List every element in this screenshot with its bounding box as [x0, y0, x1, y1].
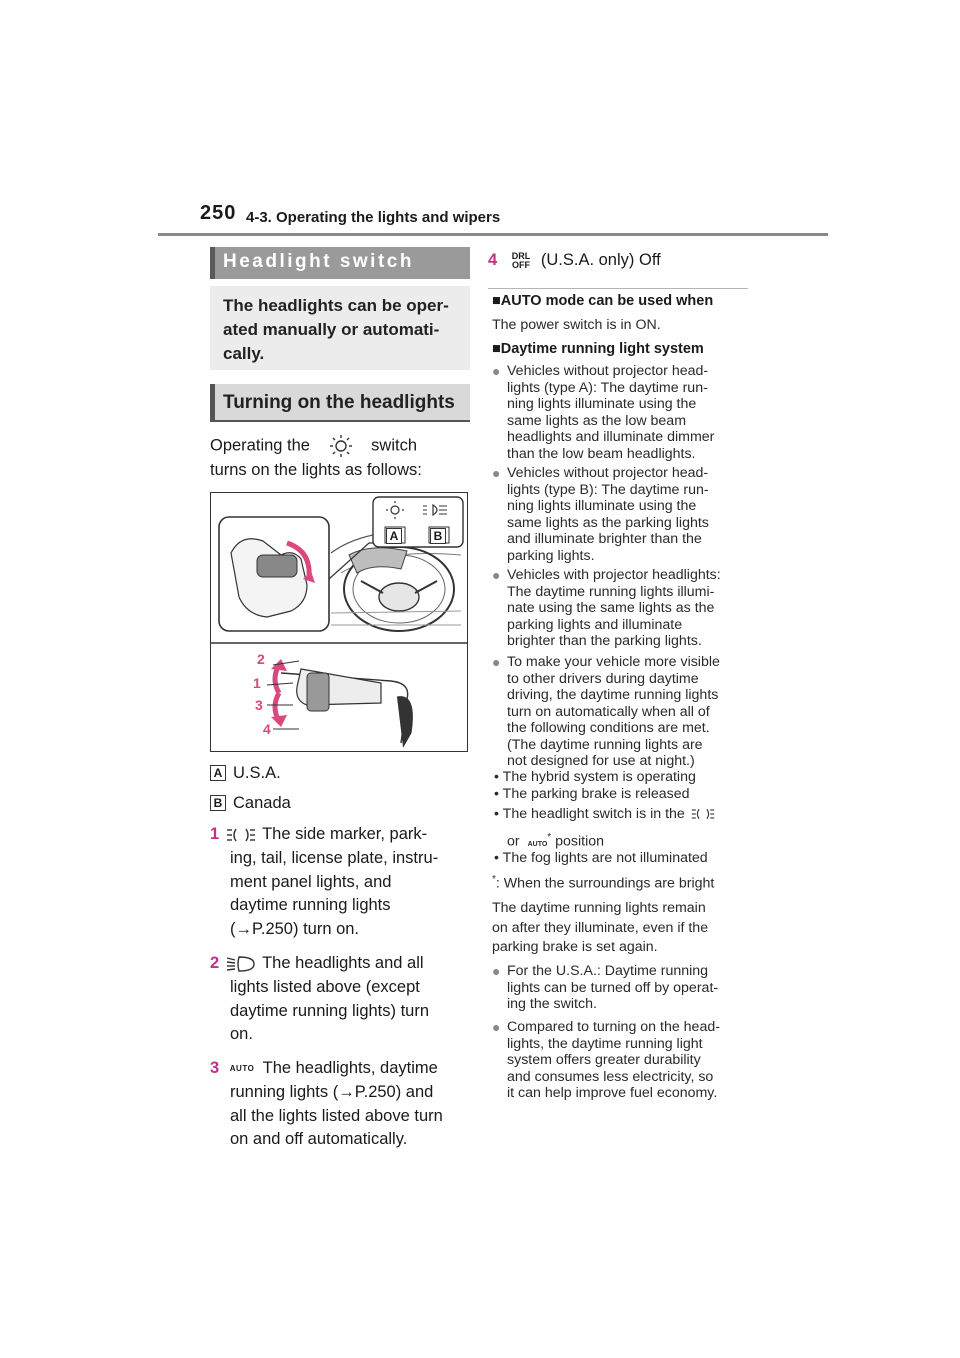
tag-b-text: Canada [233, 794, 291, 812]
bullet-glyph: ● [492, 465, 501, 481]
figure-num-4: 4 [263, 721, 271, 737]
headlight-icon [224, 954, 258, 974]
condition-fog: • The fog lights are not illuminated [494, 850, 708, 866]
item-2-line: lights listed above (except [230, 978, 420, 996]
item-2-line: on. [230, 1025, 253, 1043]
bullet-glyph: ● [492, 567, 501, 583]
bullet-glyph: ● [492, 963, 501, 979]
heading-headlight-switch: Headlight switch [210, 247, 470, 279]
item-3-line: running lights (→P.250) and [230, 1083, 434, 1101]
condition-or-auto: or AUTO* position [507, 832, 605, 850]
bullet-visibility: To make your vehicle more visible to other drivers during daytime driving, the daytime running lights turn on automatically when all of the following conditions are met. (The daytime running lights are not designed for use at night.) [507, 654, 720, 769]
operating-line-1: Operating the switch [210, 434, 417, 458]
footnote: *: When the surroundings are bright [492, 874, 715, 892]
condition-switch: • The headlight switch is in the [494, 806, 717, 823]
tag-a-text: U.S.A. [233, 764, 281, 782]
figure-num-3: 3 [255, 697, 263, 713]
bullet-glyph: ● [492, 363, 501, 379]
figure-label-b: B [430, 528, 446, 544]
auto-mode-heading: ■AUTO mode can be used when [492, 293, 714, 309]
bullet-glyph: ● [492, 1019, 501, 1035]
bullet-usa-off: For the U.S.A.: Daytime running lights can be turned off by operat- ing the switch. [507, 963, 719, 1012]
page-number: 250 [200, 202, 237, 224]
remain-paragraph: The daytime running lights remain on after they illuminate, even if the parking brake is set again. [492, 900, 709, 955]
figure-num-1: 1 [253, 675, 261, 691]
section-title: 4-3. Operating the lights and wipers [246, 209, 501, 226]
item-2-line: daytime running lights) turn [230, 1002, 430, 1020]
steering-column-drawing [211, 493, 467, 751]
intro-text: The headlights can be oper-ated manually or automati-cally. [223, 296, 449, 363]
item-4: 4 DRL OFF (U.S.A. only) Off [488, 250, 661, 270]
auto-mode-text: The power switch is in ON. [492, 317, 661, 333]
item-3-first-line: 3 AUTO The headlights, daytime [210, 1059, 438, 1078]
auto-icon: AUTO [527, 840, 548, 848]
side-marker-light-icon [224, 825, 258, 845]
headlight-switch-illustration [210, 492, 468, 752]
condition-hybrid: • The hybrid system is operating [494, 769, 696, 785]
drl-off-icon: DRL OFF [511, 250, 531, 270]
item-3-line: on and off automatically. [230, 1130, 408, 1148]
item-1-line: ment panel lights, and [230, 873, 392, 891]
drl-heading: ■Daytime running light system [492, 341, 704, 357]
light-switch-icon [315, 434, 367, 458]
bullet-projector: Vehicles with projector headlights: The daytime running lights illumi- nate using the same lights as the parking lights and illuminate brighter than the parking lights. [507, 567, 721, 649]
header-rule [158, 233, 828, 236]
item-3-line: all the lights listed above turn [230, 1107, 443, 1125]
intro-box [210, 286, 470, 370]
operating-line-2: turns on the lights as follows: [210, 461, 422, 479]
bullet-glyph: ● [492, 654, 501, 670]
figure-label-a: A [386, 528, 402, 544]
item-2-first-line: 2 The headlights and all [210, 954, 424, 972]
item-1-line: (→P.250) turn on. [230, 920, 360, 938]
bullet-type-b: Vehicles without projector head- lights (type B): The daytime run- ning lights illuminate using the same lights as the parking lights and illuminate brighter than the parking lights. [507, 465, 709, 564]
item-1-first-line: 1 The side marker, park- [210, 825, 428, 843]
right-rule [488, 288, 748, 289]
bullet-type-a: Vehicles without projector head- lights (type A): The daytime run- ning lights illuminate using the same lights as the low beam headlights and illuminate dimmer than the low beam headlights. [507, 363, 715, 462]
item-1-line: ing, tail, license plate, instru- [230, 849, 439, 867]
bullet-economy: Compared to turning on the head- lights, the daytime running light system offers greater durability and consumes less electricity, so it can help improve fuel economy. [507, 1019, 720, 1101]
side-marker-light-icon [689, 806, 717, 822]
auto-icon: AUTO [229, 1064, 255, 1073]
heading-turning-on: Turning on the headlights [210, 384, 470, 422]
figure-num-2: 2 [257, 651, 265, 667]
item-1-line: daytime running lights [230, 896, 391, 914]
condition-brake: • The parking brake is released [494, 786, 690, 802]
tag-b: B [210, 795, 226, 811]
tag-a: A [210, 765, 226, 781]
